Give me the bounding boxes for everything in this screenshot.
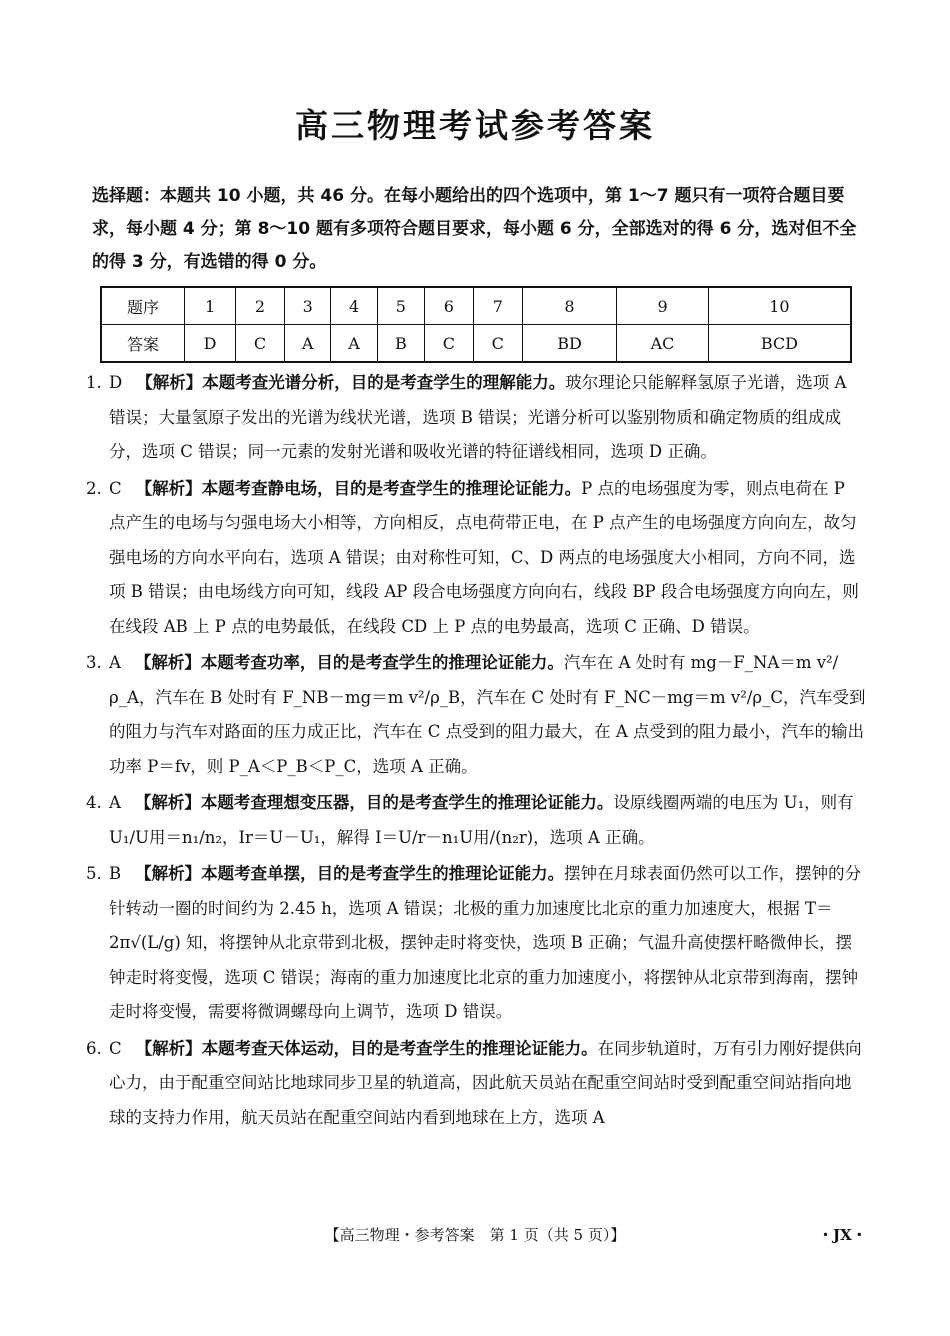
- solution-list: [86, 366, 866, 1137]
- item-number: 3.: [86, 653, 102, 672]
- row-label-number: 题序: [101, 287, 185, 325]
- solution-item-4: [86, 786, 866, 855]
- page-footer: 【高三物理・参考答案 第 1 页（共 5 页）】: [324, 1226, 626, 1244]
- item-answer: C: [109, 478, 122, 498]
- answer-table: [100, 286, 852, 363]
- table-cell: D: [185, 325, 236, 363]
- table-cell: 1: [185, 287, 236, 325]
- solution-item-1: [86, 366, 866, 470]
- item-text: 在同步轨道时，万有引力刚好提供向心力，由于配重空间站比地球同步卫星的轨道高，因此航天员站在配重空间站时受到配重空间站指向地球的支持力作用，航天员站在配重空间站内看到地球在上方，选项 A: [109, 1038, 862, 1127]
- table-cell: C: [473, 325, 522, 363]
- item-number: 2.: [86, 478, 102, 498]
- solution-item-6: [86, 1032, 866, 1136]
- table-cell: C: [236, 325, 285, 363]
- row-label-answer: 答案: [101, 325, 185, 363]
- table-cell: 2: [236, 287, 285, 325]
- table-cell: A: [284, 325, 330, 363]
- item-answer: A: [109, 793, 121, 812]
- table-cell: AC: [617, 325, 709, 363]
- item-tag: 【解析】本题考查静电场，目的是考查学生的推理论证能力。: [135, 478, 582, 498]
- table-cell: B: [377, 325, 424, 363]
- table-cell: A: [331, 325, 377, 363]
- section-intro: 选择题：本题共 10 小题，共 46 分。在每小题给出的四个选项中，第 1～7 题只有一项符合题目要求，每小题 4 分；第 8～10 题有多项符合题目要求，每小题 6 分，全部选对的得 6 分，选对但不全的得 3 分，有选错的得 0 分。: [92, 186, 857, 272]
- table-cell: 3: [284, 287, 330, 325]
- table-cell: 5: [377, 287, 424, 325]
- item-tag: 【解析】本题考查理想变压器，目的是考查学生的推理论证能力。: [134, 793, 614, 812]
- table-cell: 7: [473, 287, 522, 325]
- table-cell: 6: [424, 287, 473, 325]
- item-answer: D: [109, 373, 123, 392]
- table-cell: BCD: [708, 325, 851, 363]
- item-answer: C: [109, 1038, 122, 1058]
- item-tag: 【解析】本题考查天体运动，目的是考查学生的推理论证能力。: [135, 1038, 598, 1058]
- table-cell: 9: [617, 287, 709, 325]
- item-text: 汽车在 A 处时有 mg－F_NA＝m v²/ρ_A，汽车在 B 处时有 F_NB－mg＝m v²/ρ_B，汽车在 C 处时有 F_NC－mg＝m v²/ρ_C，汽车受到的阻力与汽车对路面的压力成正比，汽车在 C 点受到的阻力最大，在 A 点受到的阻力最小，汽车的输出功率 P＝fv，则 P_A＜P_B＜P_C，选项 A 正确。: [109, 653, 866, 776]
- table-cell: 10: [708, 287, 851, 325]
- item-tag: 【解析】本题考查光谱分析，目的是考查学生的理解能力。: [136, 373, 566, 392]
- item-number: 1.: [86, 373, 102, 392]
- table-cell: 8: [522, 287, 617, 325]
- item-answer: B: [109, 864, 122, 883]
- table-cell: BD: [522, 325, 617, 363]
- item-number: 4.: [86, 793, 102, 812]
- item-text: 设原线圈两端的电压为 U₁，则有 U₁/U用＝n₁/n₂，Ir＝U－U₁，解得 I＝U/r－n₁U用/(n₂r)，选项 A 正确。: [109, 793, 854, 847]
- table-row-answers: [101, 325, 851, 363]
- footer-code: ・JX・: [818, 1226, 867, 1244]
- item-tag: 【解析】本题考查功率，目的是考查学生的推理论证能力。: [134, 653, 564, 672]
- item-number: 6.: [86, 1038, 102, 1058]
- page-title: 高三物理考试参考答案: [295, 106, 655, 145]
- item-tag: 【解析】本题考查单摆，目的是考查学生的推理论证能力。: [135, 864, 565, 883]
- table-cell: C: [424, 325, 473, 363]
- solution-item-3: [86, 646, 866, 784]
- item-answer: A: [109, 653, 121, 672]
- item-text: 玻尔理论只能解释氢原子光谱，选项 A 错误；大量氢原子发出的光谱为线状光谱，选项 B 错误；光谱分析可以鉴别物质和确定物质的组成成分，选项 C 错误；同一元素的发射光谱和吸收光谱的特征谱线相同，选项 D 正确。: [109, 373, 847, 461]
- item-number: 5.: [86, 864, 102, 883]
- table-cell: 4: [331, 287, 377, 325]
- item-text: P 点的电场强度为零，则点电荷在 P 点产生的电场与匀强电场大小相等，方向相反，点电荷带正电，在 P 点产生的电场强度方向向左，故匀强电场的方向水平向右，选项 A 错误；由对称性可知，C、D 两点的电场强度大小相同，方向不同，选项 B 错误；由电场线方向可知，线段 AP 段合电场强度方向向右，线段 BP 段合电场强度方向向左，则在线段 AB 上 P 点的电势最低，在线段 CD 上 P 点的电势最高，选项 C 正确、D 错误。: [109, 478, 859, 636]
- table-row-numbers: [101, 287, 851, 325]
- solution-item-5: [86, 857, 866, 1030]
- item-text: 摆钟在月球表面仍然可以工作，摆钟的分针转动一圈的时间约为 2.45 h，选项 A 错误；北极的重力加速度比北京的重力加速度大，根据 T＝2π√(L/g) 知，将摆钟从北京带到北极，摆钟走时将变快，选项 B 正确；气温升高使摆杆略微伸长，摆钟走时将变慢，选项 C 错误；海南的重力加速度比北京的重力加速度小，将摆钟从北京带到海南，摆钟走时将变慢，需要将微调螺母向上调节，选项 D 错误。: [109, 864, 862, 1021]
- solution-item-2: [86, 472, 866, 645]
